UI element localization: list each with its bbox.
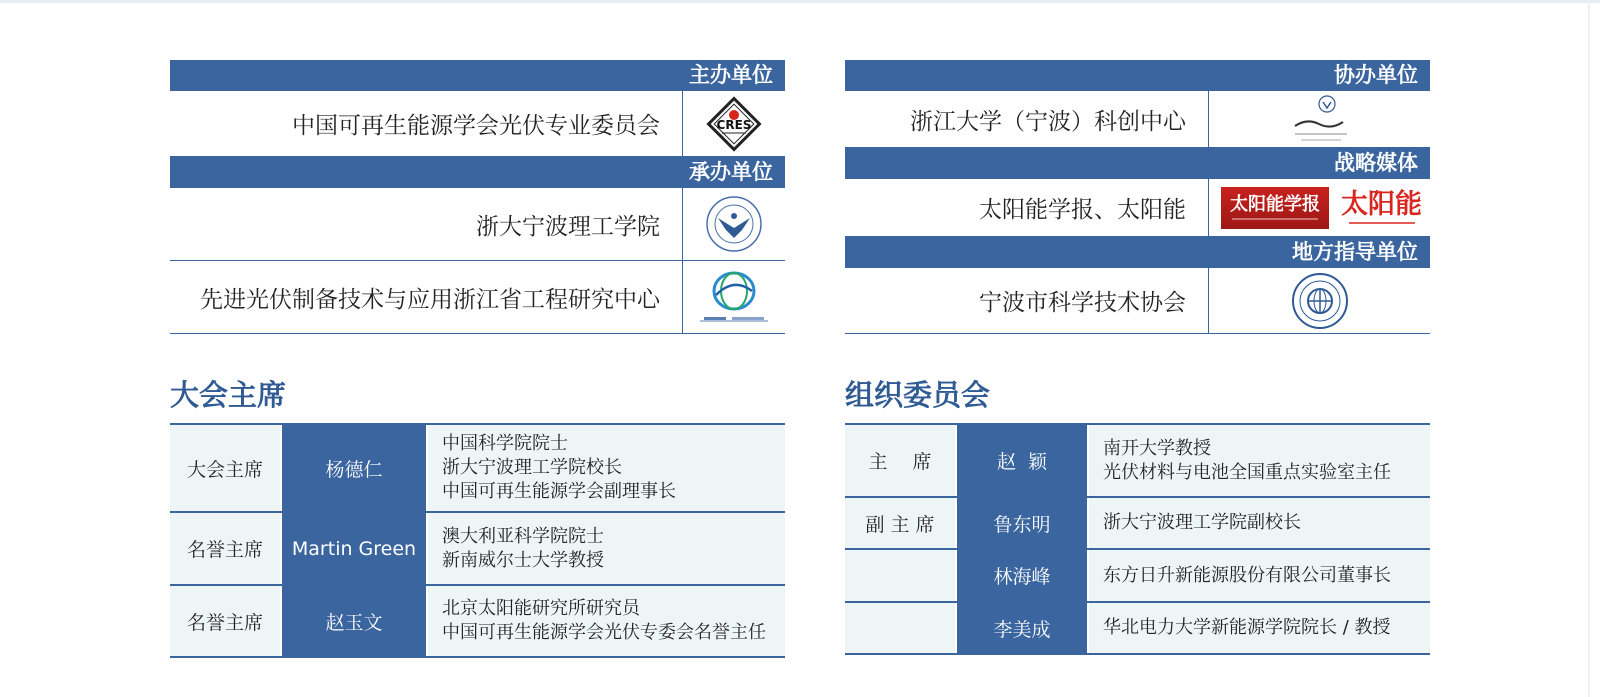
table-row	[170, 425, 785, 513]
committee-name: 李美成	[957, 603, 1087, 653]
top-border	[0, 0, 1600, 3]
co-organizer-header: 协办单位	[845, 60, 1430, 91]
chair-desc: 澳大利亚科学院院士 新南威尔士大学教授	[428, 513, 785, 584]
media-header: 战略媒体	[845, 148, 1430, 179]
chair-name: 赵玉文	[282, 586, 426, 656]
local-guidance-header: 地方指导单位	[845, 237, 1430, 268]
chair-name: Martin Green	[282, 513, 426, 584]
chairs-table	[170, 423, 785, 658]
chairs-title: 大会主席	[170, 378, 287, 412]
committee-role	[845, 603, 955, 653]
chair-desc: 中国科学院院士 浙大宁波理工学院校长 中国可再生能源学会副理事长	[428, 425, 785, 511]
co-organizer-row	[845, 91, 1430, 148]
right-border	[1588, 0, 1590, 697]
host-unit-name: 中国可再生能源学会光伏专业委员会	[292, 113, 660, 139]
co-organizer-name: 浙江大学（宁波）科创中心	[910, 108, 1186, 135]
table-row	[170, 586, 785, 658]
undertake-unit-header: 承办单位	[170, 157, 785, 188]
undertake-unit-name: 浙大宁波理工学院	[476, 213, 660, 240]
chair-name: 杨德仁	[282, 425, 426, 511]
committee-role	[845, 550, 955, 601]
local-guidance-name: 宁波市科学技术协会	[979, 290, 1186, 316]
committee-name: 林海峰	[957, 550, 1087, 601]
pv-center-logo-icon	[682, 261, 785, 333]
cres-logo-text: CRES	[716, 117, 752, 132]
undertake-unit-name: 先进光伏制备技术与应用浙江省工程研究中心	[200, 286, 660, 313]
committee-role: 副 主 席	[845, 498, 955, 548]
table-row	[845, 550, 1430, 603]
committee-name: 鲁东明	[957, 498, 1087, 548]
organizers-left-column	[170, 60, 785, 334]
table-row	[845, 603, 1430, 655]
cres-logo-icon	[682, 91, 785, 156]
committee-table	[845, 423, 1430, 655]
committee-desc: 东方日升新能源股份有限公司董事长	[1089, 550, 1430, 601]
nit-emblem-icon	[682, 188, 785, 260]
table-row	[170, 513, 785, 586]
committee-name: 赵 颖	[957, 425, 1087, 496]
table-row	[845, 498, 1430, 550]
chair-role: 名誉主席	[170, 513, 280, 584]
undertake-row-2	[170, 261, 785, 334]
committee-desc: 华北电力大学新能源学院院长 / 教授	[1089, 603, 1430, 653]
chair-role: 大会主席	[170, 425, 280, 511]
solar-journal-logo: 太阳能学报	[1221, 187, 1329, 229]
committee-desc: 南开大学教授 光伏材料与电池全国重点实验室主任	[1089, 425, 1430, 496]
media-name: 太阳能学报、太阳能	[979, 197, 1186, 223]
solar-magazine-logo: 太阳能	[1341, 188, 1422, 220]
chair-desc: 北京太阳能研究所研究员 中国可再生能源学会光伏专委会名誉主任	[428, 586, 785, 656]
chair-role: 名誉主席	[170, 586, 280, 656]
organizers-right-column	[845, 60, 1430, 334]
host-unit-row	[170, 91, 785, 157]
local-guidance-row	[845, 268, 1430, 334]
host-unit-header: 主办单位	[170, 60, 785, 91]
media-logos	[1208, 179, 1430, 236]
zju-ningbo-logo-icon	[1208, 91, 1430, 147]
ningbo-sta-emblem-icon	[1208, 268, 1430, 333]
committee-desc: 浙大宁波理工学院副校长	[1089, 498, 1430, 548]
committee-role: 主 席	[845, 425, 955, 496]
table-row	[845, 425, 1430, 498]
committee-title: 组织委员会	[845, 378, 991, 412]
media-row	[845, 179, 1430, 237]
undertake-row-1	[170, 188, 785, 261]
